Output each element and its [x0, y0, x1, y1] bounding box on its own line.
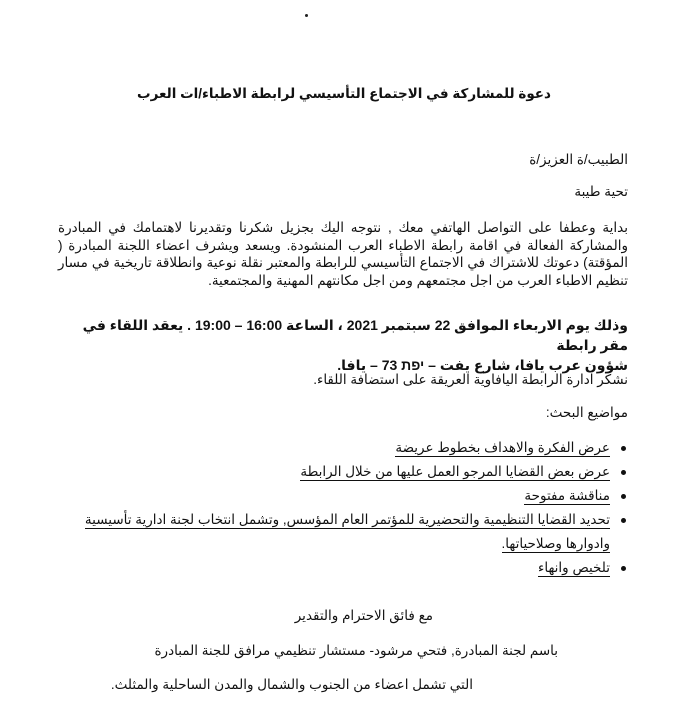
scan-speck	[305, 14, 308, 17]
signature-line: باسم لجنة المبادرة, فتحي مرشود- مستشار تنظيمي مرافق للجنة المبادرة	[154, 643, 558, 658]
list-item	[40, 484, 610, 508]
closing-line: مع فائق الاحترام والتقدير	[294, 608, 433, 623]
signature-committee-line: التي تشمل اعضاء من الجنوب والشمال والمدن الساحلية والمثلث.	[110, 677, 473, 692]
meeting-location: شؤون عرب يافا، شارع يفت – יפת 73 – يافا.	[337, 357, 628, 373]
topics-heading: مواضيع البحث:	[545, 405, 628, 420]
topic-text: تلخيص وانهاء	[537, 560, 610, 575]
list-item	[40, 436, 610, 460]
topics-list	[40, 436, 628, 580]
topic-text: مناقشة مفتوحة	[524, 488, 610, 503]
list-item	[40, 460, 610, 484]
list-item	[40, 508, 610, 556]
intro-paragraph: بداية وعطفا على التواصل الهاتفي معك , نتوجه اليك بجزيل شكرنا وتقديرنا لاهتمامك في المبادرة والمشاركة الفعالة في اقامة رابطة الاطباء العرب المنشودة. ويسعد ويشرف اعضاء اللجنة المبادرة ( المؤقتة) دعوتك للاشتراك في الاجتماع التأسيسي للرابطة والمعتبر نقلة نوعية وانطلاقة تاريخية في مسار تنظيم الاطباء العرب من اجل مجتمعهم ومن اجل مكانتهم المهنية والمجتمعية.	[58, 220, 628, 288]
topic-text: تحديد القضايا التنظيمية والتحضيرية للمؤتمر العام المؤسس, وتشمل انتخاب لجنة ادارية تأسيسية وادوارها وصلاحياتها.	[84, 512, 610, 551]
greeting: تحية طيبة	[574, 184, 628, 199]
letter-title: دعوة للمشاركة في الاجتماع التأسيسي لرابطة الاطباء/ات العرب	[137, 86, 551, 101]
thanks-line: نشكر ادارة الرابطة اليافاوية العريقة على استضافة اللقاء.	[313, 372, 628, 387]
topic-text: عرض الفكرة والاهداف بخطوط عريضة	[395, 440, 610, 455]
salutation: الطبيب/ة العزيز/ة	[529, 152, 628, 167]
meeting-date-time: وذلك يوم الاربعاء الموافق 22 سبتمبر 2021 ، الساعة 16:00 – 19:00 . يعقد اللقاء في مقر رابطة	[82, 317, 628, 353]
topic-text: عرض بعض القضايا المرجو العمل عليها من خلال الرابطة	[300, 464, 610, 479]
list-item	[40, 556, 610, 580]
meeting-details	[58, 315, 628, 375]
